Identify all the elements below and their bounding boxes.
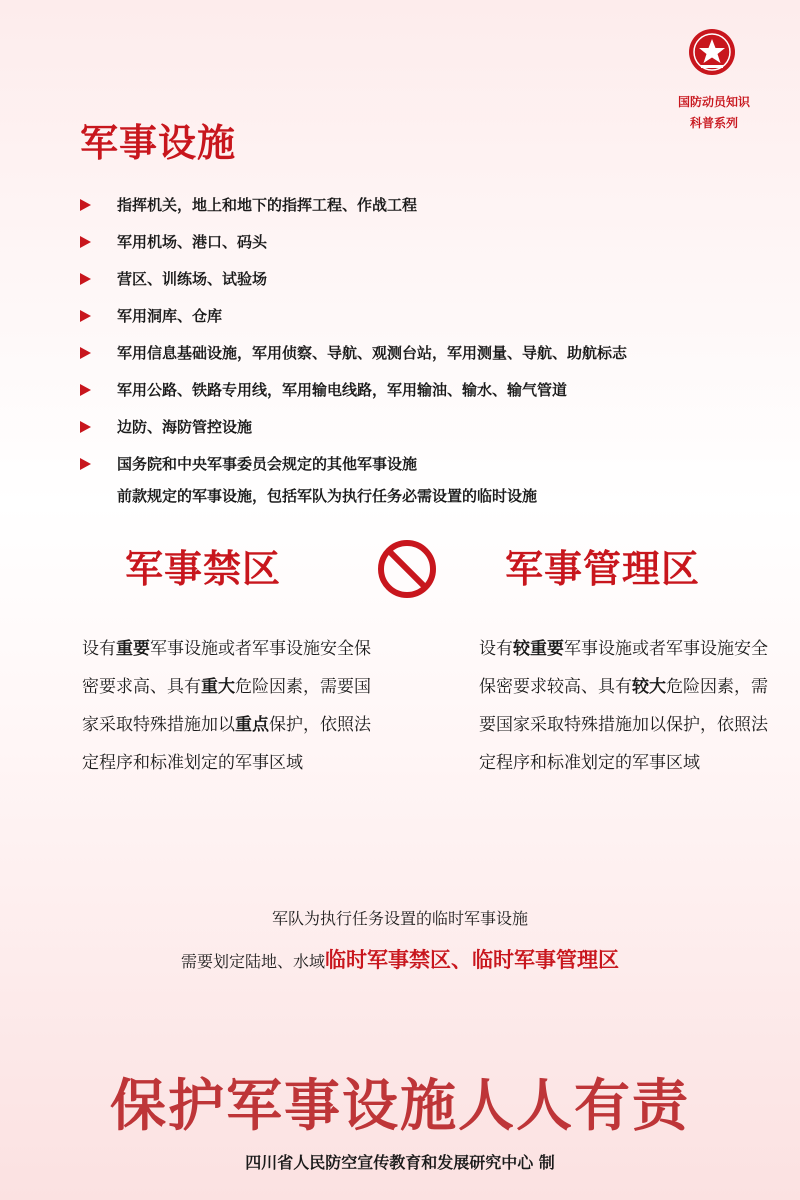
management-zone-description: [479, 630, 769, 782]
list-item: [80, 408, 627, 445]
series-line-2: 科普系列: [689, 116, 738, 130]
list-item: [80, 334, 627, 371]
list-item-text: 军用洞库、仓库: [117, 307, 223, 325]
star-emblem-icon: [688, 28, 736, 76]
desc-text: 保护，依照法定程序和标准划定的军事区域: [82, 715, 371, 773]
list-item-text: 军用公路、铁路专用线，军用输电线路，军用输油、输水、输气管道: [117, 381, 568, 399]
triangle-bullet-icon: [80, 347, 91, 359]
temporary-zone-highlight: 临时军事禁区、临时军事管理区: [325, 948, 619, 972]
triangle-bullet-icon: [80, 384, 91, 396]
list-item-text: 军用机场、港口、码头: [117, 233, 268, 251]
desc-emphasis: 重大: [201, 677, 235, 697]
series-line-1: 国防动员知识: [677, 95, 750, 109]
restricted-zone-title: 军事禁区: [125, 547, 282, 591]
list-item: [80, 445, 627, 482]
list-item: [80, 297, 627, 334]
temporary-zone-line: [0, 944, 800, 974]
series-label: [664, 92, 764, 134]
desc-emphasis: 较大: [632, 677, 666, 697]
triangle-bullet-icon: [80, 458, 91, 470]
slogan: 保护军事设施人人有责: [110, 1074, 690, 1139]
desc-emphasis: 较重要: [513, 639, 564, 659]
temporary-zone-prefix: 需要划定陆地、水域: [180, 952, 325, 971]
desc-text: 军事设施或者军事设施安全保密要求高、具有: [82, 639, 371, 697]
desc-text: 设有: [82, 639, 116, 659]
desc-text: 危险因素，需要国家采取特殊措施加以: [82, 677, 371, 735]
list-item-text: 营区、训练场、试验场: [117, 270, 268, 288]
triangle-bullet-icon: [80, 421, 91, 433]
list-item: [80, 186, 627, 223]
desc-emphasis: 重点: [235, 715, 269, 735]
restricted-zone-description: [82, 630, 372, 782]
list-item: [80, 260, 627, 297]
desc-text: 设有: [479, 639, 513, 659]
desc-emphasis: 重要: [116, 639, 150, 659]
list-item: [80, 371, 627, 408]
triangle-bullet-icon: [80, 273, 91, 285]
desc-text: 危险因素，需要国家采取特殊措施加以保护，依照法定程序和标准划定的军事区域: [479, 677, 768, 773]
list-item-text: 军用信息基础设施，军用侦察、导航、观测台站，军用测量、导航、助航标志: [117, 344, 628, 362]
facility-note: 前款规定的军事设施，包括军队为执行任务必需设置的临时设施: [117, 487, 538, 505]
list-item-text: 边防、海防管控设施: [117, 418, 253, 436]
triangle-bullet-icon: [80, 310, 91, 322]
list-item: [80, 223, 627, 260]
desc-text: 军事设施或者军事设施安全保密要求较高、具有: [479, 639, 768, 697]
prohibited-icon: [377, 539, 437, 599]
list-item-text: 指挥机关，地上和地下的指挥工程、作战工程: [117, 196, 418, 214]
producer-credit: 四川省人民防空宣传教育和发展研究中心 制: [245, 1153, 555, 1172]
triangle-bullet-icon: [80, 199, 91, 211]
page-title: 军事设施: [80, 121, 237, 165]
triangle-bullet-icon: [80, 236, 91, 248]
facility-list: [80, 186, 627, 482]
management-zone-title: 军事管理区: [505, 547, 701, 591]
list-item-text: 国务院和中央军事委员会规定的其他军事设施: [117, 455, 418, 473]
temporary-facility-line: 军队为执行任务设置的临时军事设施: [271, 909, 528, 928]
